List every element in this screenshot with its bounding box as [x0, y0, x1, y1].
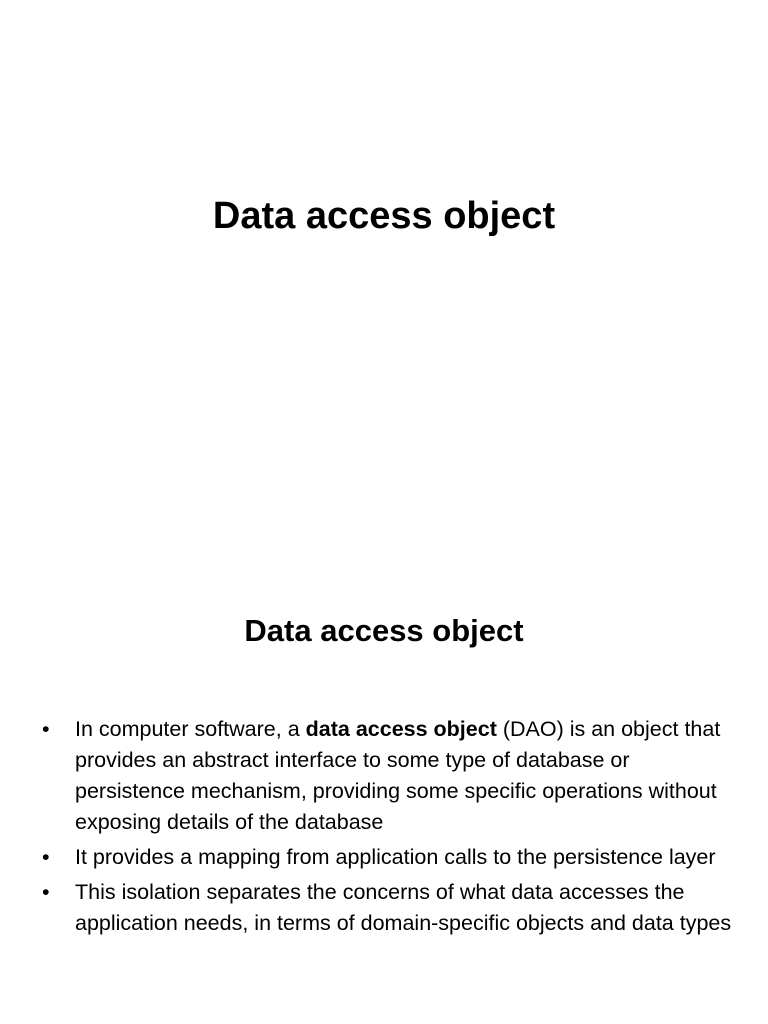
- bullet-icon: •: [42, 880, 50, 904]
- bullet-text-bold-term: data access object: [305, 717, 497, 741]
- bullet-text-rest: (DAO) is an object that provides an abstract interface to some type of database or persistence mechanism, providing some specific operations without exposing details of the database: [75, 717, 721, 834]
- bullet-list: [42, 714, 732, 943]
- bullet-item-mapping: [42, 842, 732, 873]
- bullet-icon: •: [42, 845, 50, 869]
- slide-title: Data access object: [212, 195, 556, 237]
- bullet-text: This isolation separates the concerns of what data accesses the application needs, in terms of domain-specific objects and data types: [75, 880, 732, 935]
- bullet-text-intro: In computer software, a: [75, 717, 306, 741]
- bullet-icon: •: [42, 717, 50, 741]
- content-slide: [0, 576, 768, 1024]
- bullet-item-isolation: [42, 877, 732, 939]
- bullet-item-dao-definition: [42, 714, 732, 838]
- slide-heading: Data access object: [244, 613, 524, 648]
- bullet-text: It provides a mapping from application calls to the persistence layer: [75, 845, 716, 869]
